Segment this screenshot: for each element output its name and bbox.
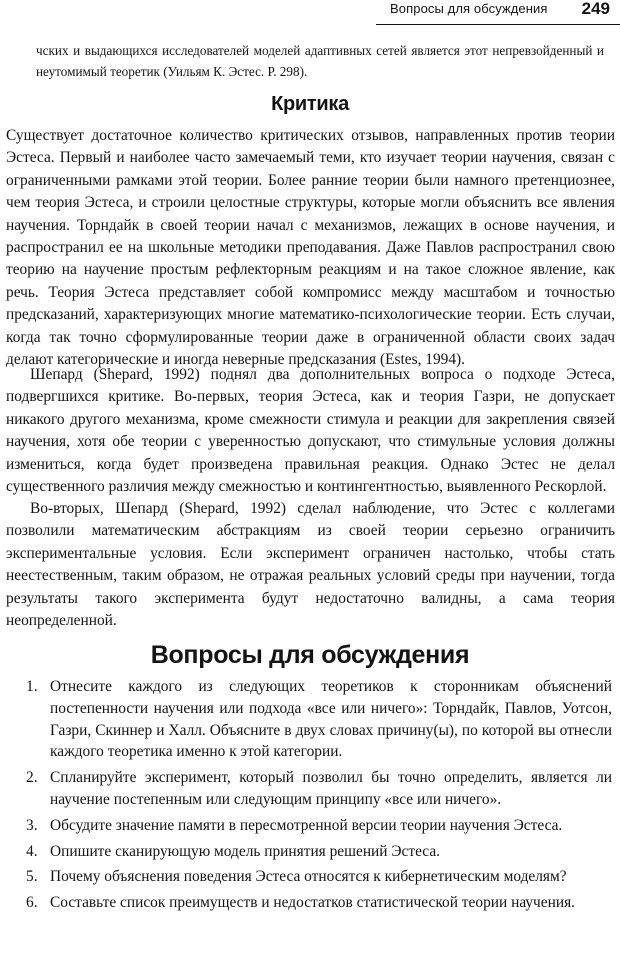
question-number: 1. [26,678,38,695]
page-number: 249 [581,0,610,18]
question-number: 3. [26,816,38,834]
question-text: Отнесите каждого из следующих теоретиков к сторонникам объяснений постепенности научения или подхода «все или ничего»: Торндайк, Павлов, Уотсон, Газри, Скиннер и Халл. Объясните в двух словах причину(ы), по которой вы отнесли каждого теоретика именно к этой категории. [50,678,612,761]
question-item [0,866,620,888]
critique-paragraph: Существует достаточное количество критических отзывов, направленных против теории Эстеса. Первый и наиболее часто замечаемый теми, кто изучает теории научения, связан с ограниченными рамками этой теории. Более ранние теории были намного претенциознее, чем теория Эстеса, и строили целостные структуры, которые могли объяснить все явления научения. Торндайк в своей теории начал с механизмов, лежащих в основе научения, и распространил ее на школьные методики преподавания. Даже Павлов распространил свою теорию на научение простым рефлекторным реакциям и на такое сложное явление, как речь. Теория Эстеса представляет собой компромисс между масштабом и точностью предсказаний, характеризующих многие математико-психологические теории. Есть случаи, когда так точно сформулированные теории даже в ограниченной области своих задач делают категорические и иногда неверные предсказания (Estes, 1994). [6,127,615,369]
questions-heading: Вопросы для обсуждения [150,641,470,669]
running-header-title: Вопросы для обсуждения [390,1,548,16]
critique-heading: Критика [271,93,349,115]
question-text: Обсудите значение памяти в пересмотренной версии теории научения Эстеса. [50,816,563,834]
question-number: 6. [26,894,38,912]
question-item [0,815,620,837]
question-text: Почему объяснения поведения Эстеса относятся к кибернетическим моделям? [50,868,567,886]
question-item [0,892,620,914]
critique-paragraph: Во-вторых, Шепард (Shepard, 1992) сделал наблюдение, что Эстес с коллегами позволили математическим абстракциям из своей теории серьезно ограничить экспериментальные условия. Если эксперимент ограничен настолько, чтобы стать неестественным, таким образом, не отражая реальных условий среды при научении, тогда результаты такого эксперимента будут недостаточно валидны, а сама теория неопределенной. [6,500,615,630]
critique-paragraph: Шепард (Shepard, 1992) поднял два дополнительных вопроса о подходе Эстеса, подвергшихся критике. Во-первых, теория Эстеса, как и теория Газри, не допускает никакого другого механизма, кроме смежности стимула и реакции для закрепления связей научения, хотя обе теории с уверенностью допускают, что стимульные условия должны измениться, когда будет произведена правильная реакция. Однако Эстес не делал существенного различия между смежностью и контингентностью, выявленного Рескорлой. [6,366,615,496]
question-number: 4. [26,842,38,860]
question-text: Опишите сканирующую модель принятия решений Эстеса. [50,842,441,860]
running-header [376,0,620,25]
question-item [0,676,620,763]
question-number: 2. [26,769,38,787]
questions-list [0,676,620,918]
question-text: Спланируйте эксперимент, который позволил бы точно определить, является ли научение постепенным или следующим принципу «все или ничего». [50,769,612,808]
question-item [0,767,620,811]
question-text: Составьте список преимуществ и недостатков статистической теории научения. [50,894,576,912]
quote-continuation: чских и выдающихся исследователей моделей адаптивных сетей является этот непревзойденный и неутомимый теоретик (Уильям К. Эстес. Р. 298). [36,43,604,79]
question-number: 5. [26,868,38,886]
question-item [0,841,620,863]
